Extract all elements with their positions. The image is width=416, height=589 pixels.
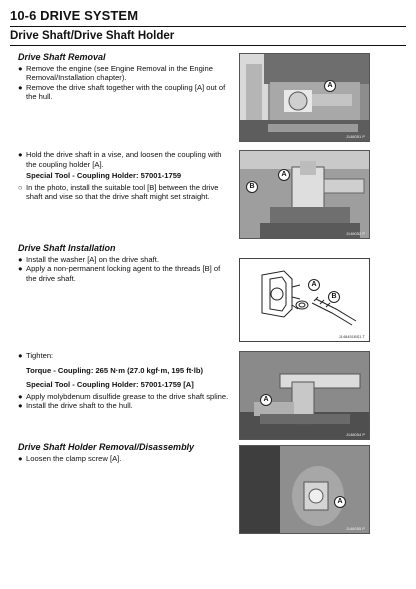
figure-drive-shaft-removal bbox=[239, 53, 370, 142]
coupling-holder-section bbox=[18, 150, 230, 202]
figure-clamp-screw bbox=[239, 445, 370, 534]
figure-code: J148052 P bbox=[345, 231, 365, 236]
callout-label: B bbox=[246, 181, 258, 193]
list-item: ● Install the drive shaft to the hull. bbox=[18, 401, 133, 411]
callout-label: A bbox=[278, 169, 290, 181]
figure-code: J148451BS1 T bbox=[338, 334, 365, 339]
list-item: ● Apply molybdenum disulfide grease to the drive shaft spline. bbox=[18, 391, 229, 401]
list-item: ● Apply a non-permanent locking agent to the threads [B] of the drive shaft. bbox=[18, 264, 221, 283]
list-item: ● Install the washer [A] on the drive shaft. bbox=[18, 254, 159, 264]
chapter-title: 10-6 DRIVE SYSTEM bbox=[10, 8, 139, 23]
installation-heading: Drive Shaft Installation bbox=[18, 243, 116, 253]
tighten-section bbox=[18, 351, 230, 411]
holder-removal-heading: Drive Shaft Holder Removal/Disassembly bbox=[18, 442, 195, 452]
callout-label: A bbox=[260, 394, 272, 406]
figure-code: J148051 P bbox=[345, 134, 365, 139]
special-tool-note: Special Tool - Coupling Holder: 57001-1759 bbox=[26, 171, 182, 181]
special-tool-note: Special Tool - Coupling Holder: 57001-1759 [A] bbox=[26, 380, 194, 390]
removal-section bbox=[18, 53, 230, 102]
list-item: ● Loosen the clamp screw [A]. bbox=[18, 453, 122, 463]
page-header bbox=[10, 8, 406, 46]
installation-section bbox=[18, 244, 230, 283]
figure-coupling-holder bbox=[239, 150, 370, 239]
list-item: ● Remove the drive shaft together with the coupling [A] out of the hull. bbox=[18, 82, 226, 102]
figure-drive-shaft-installation bbox=[239, 258, 370, 342]
torque-spec: Torque - Coupling: 265 N·m (27.0 kgf·m, 195 ft·lb) bbox=[26, 365, 204, 375]
list-item: ○ In the photo, install the suitable tool [B] between the drive shaft and vise so that the drive shaft might set straight. bbox=[18, 182, 219, 202]
holder-removal-section bbox=[18, 443, 230, 463]
list-item: ● Hold the drive shaft in a vise, and loosen the coupling with the coupling holder [A]. bbox=[18, 150, 222, 169]
section-title: Drive Shaft/Drive Shaft Holder bbox=[10, 30, 175, 42]
header-rule bbox=[10, 26, 406, 27]
callout-label: A bbox=[308, 279, 320, 291]
callout-label: A bbox=[324, 80, 336, 92]
figure-code: J148054 P bbox=[345, 432, 365, 437]
list-item: ● Tighten: bbox=[18, 351, 54, 360]
removal-heading: Drive Shaft Removal bbox=[18, 52, 106, 62]
figure-tighten-coupling bbox=[239, 351, 370, 440]
section-rule bbox=[10, 45, 406, 46]
callout-label: A bbox=[334, 496, 346, 508]
list-item: ● Remove the engine (see Engine Removal in the Engine Removal/Installation chapter). bbox=[18, 63, 214, 83]
callout-label: B bbox=[328, 291, 340, 303]
figure-code: J148055 P bbox=[345, 526, 365, 531]
